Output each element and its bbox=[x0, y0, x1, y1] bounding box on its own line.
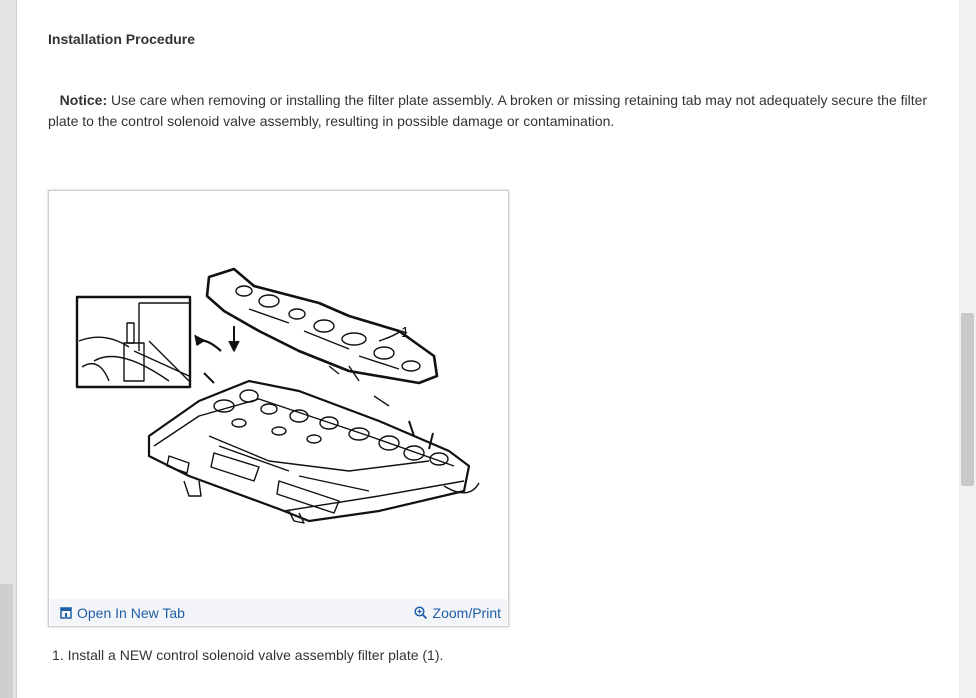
vertical-scrollbar[interactable] bbox=[959, 0, 976, 698]
left-scrollbar-thumb[interactable] bbox=[0, 584, 13, 698]
open-in-new-tab-icon bbox=[60, 607, 72, 619]
section-heading: Installation Procedure bbox=[48, 31, 196, 47]
zoom-icon bbox=[414, 606, 428, 620]
zoom-print-link[interactable] bbox=[414, 605, 501, 621]
callout-label: 1 bbox=[401, 324, 410, 341]
zoom-print-label: Zoom/Print bbox=[432, 605, 501, 621]
document-page bbox=[16, 0, 960, 698]
step-1-text: 1. Install a NEW control solenoid valve assembly filter plate (1). bbox=[52, 647, 444, 663]
figure-container bbox=[48, 190, 509, 627]
filter-plate-illustration bbox=[49, 191, 508, 596]
notice-label: Notice: bbox=[59, 92, 108, 108]
notice-paragraph bbox=[48, 90, 948, 132]
figure-toolbar bbox=[50, 599, 507, 625]
open-in-new-tab-label: Open In New Tab bbox=[77, 605, 185, 621]
left-pane-edge bbox=[0, 0, 16, 698]
scrollbar-thumb[interactable] bbox=[961, 313, 974, 486]
open-in-new-tab-link[interactable] bbox=[60, 605, 185, 621]
notice-text: Use care when removing or installing the filter plate assembly. A broken or missing retaining tab may not adequately secure the filter plate to the control solenoid valve assembly, resulting in possible damage or contamination. bbox=[48, 92, 928, 129]
